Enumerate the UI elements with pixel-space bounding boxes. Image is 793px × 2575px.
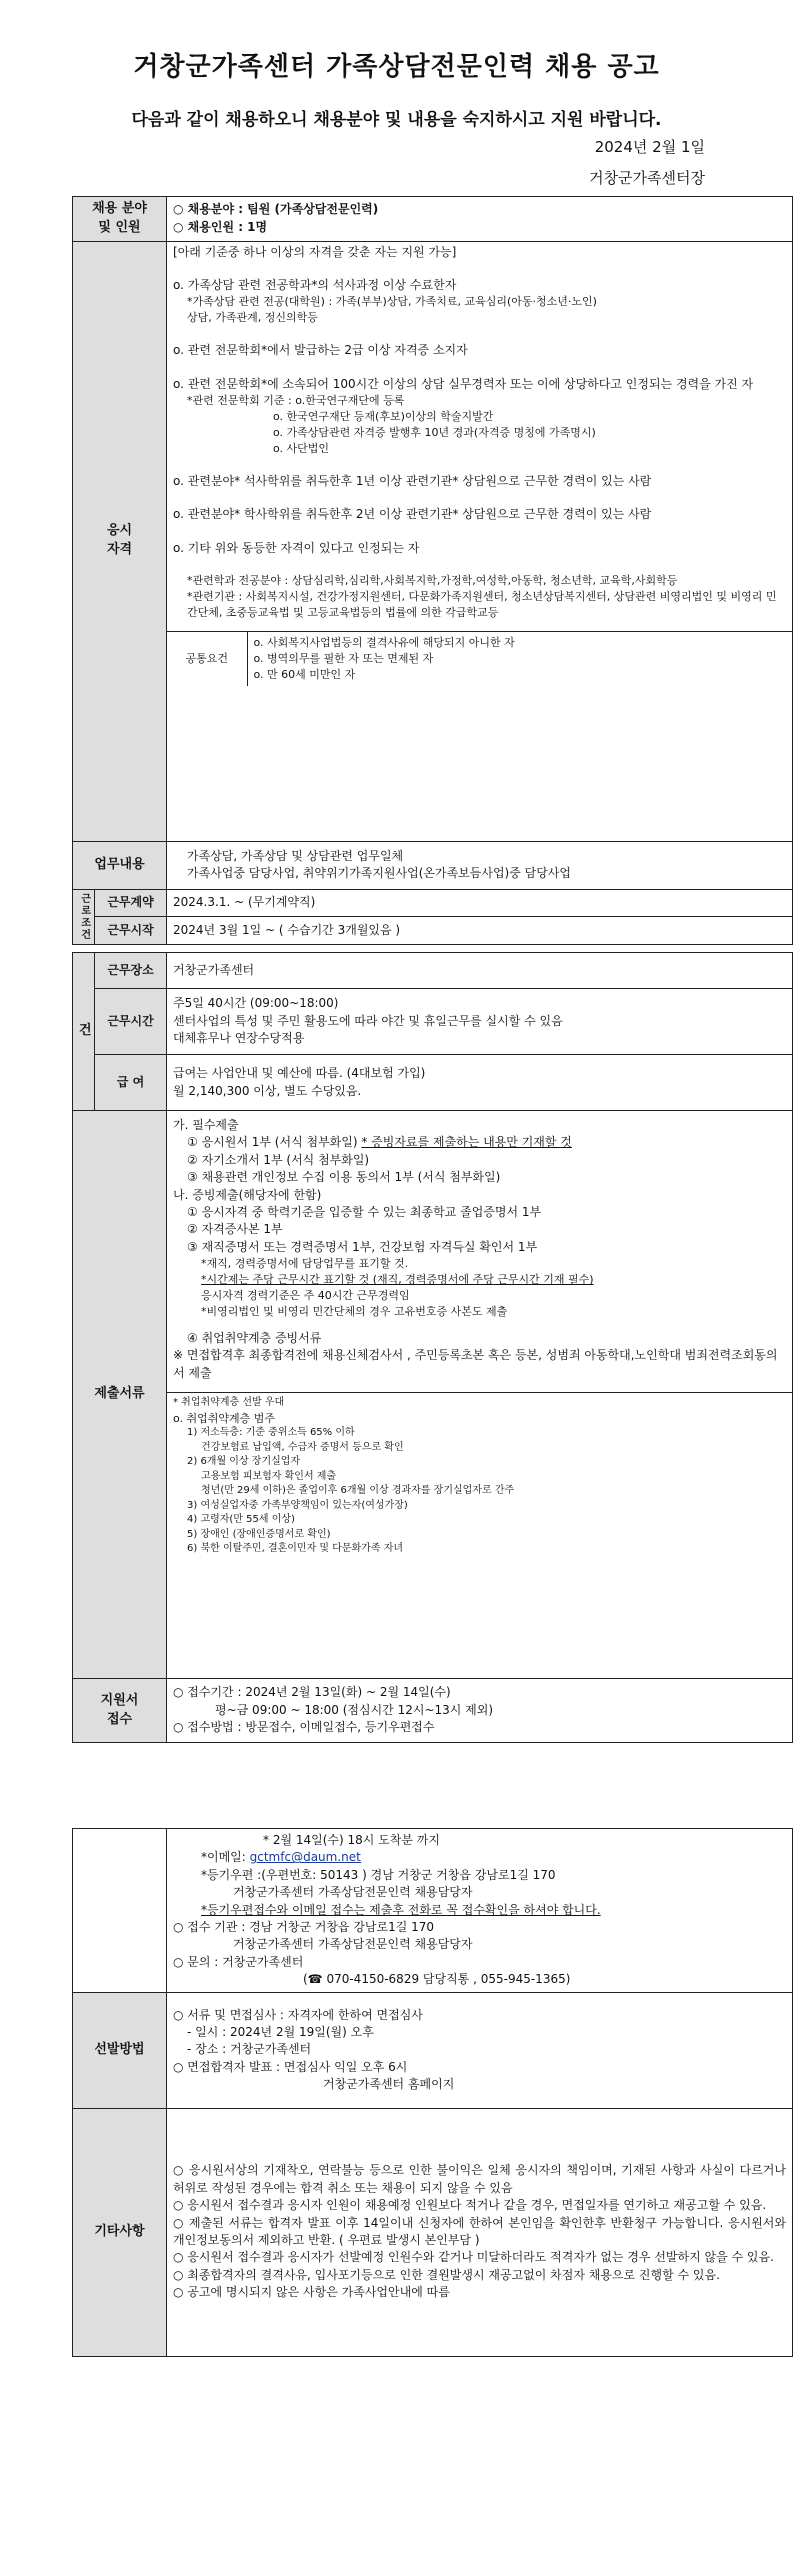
docs-required-head: 가. 필수제출	[173, 1118, 239, 1132]
page-title: 거창군가족센터 가족상담전문인력 채용 공고	[133, 52, 660, 82]
etc-label: 기타사항	[73, 2108, 167, 2356]
duty-line-1: 가족상담, 가족상담 및 상담관련 업무일체	[187, 848, 404, 863]
docs-required-2: ② 자기소개서 1부 (서식 첨부화일)	[187, 1152, 370, 1167]
pay-label: 급 여	[95, 1055, 167, 1111]
row-etc	[73, 2108, 793, 2356]
docs-proof-3b: *시간제는 주당 근무시간 표기할 것 (재직, 경력증명서에 주당 근무시간 기재 필수)	[201, 1273, 594, 1287]
common-req-1: o. 사회복지사업법등의 결격사유에 해당되지 아니한 자	[253, 635, 515, 649]
selection-label: 선발방법	[73, 1992, 167, 2108]
intro-text: 다음과 같이 채용하오니 채용분야 및 내용을 숙지하시고 지원 바랍니다.	[131, 110, 662, 130]
qual-q1a: *가족상담 관련 전공(대학원) : 가족(부부)상담, 가족치료, 교육심리(아동·청소년·노인)	[187, 295, 597, 309]
row-selection	[73, 1992, 793, 2108]
apply-mail-recipient: 거창군가족센터 가족상담전문인력 채용담당자	[233, 1885, 473, 1900]
conditions-group-label-2: 건	[73, 953, 95, 1111]
etc-6: ○ 공고에 명시되지 않은 사항은 가족사업안내에 따름	[173, 2285, 450, 2300]
apply-detail-content	[167, 1829, 793, 1993]
etc-1: ○ 응시원서상의 기재착오, 연락불능 등으로 인한 불이익은 일체 응시자의 책임이며, 기재된 사항과 사실이 다르거나 허위로 작성된 경우에는 합격 취소 또는 채용이 되지 않을 수 있음	[173, 2163, 786, 2195]
apply-content	[167, 1679, 793, 1743]
apply-office: ○ 접수 기관 : 경남 거창군 거창읍 강남로1길 170	[173, 1919, 435, 1934]
row-apply-detail	[73, 1829, 793, 1993]
apply-method: ○ 접수방법 : 방문접수, 이메일접수, 등기우편접수	[173, 1720, 435, 1735]
selection-announce-where: 거창군가족센터 홈페이지	[323, 2077, 455, 2092]
vulnerable-3: 2) 6개월 이상 장기실업자	[187, 1456, 301, 1468]
vulnerable-3a: 고용보험 피보험자 확인서 제출	[201, 1470, 337, 1482]
issuer: 거창군가족센터장	[589, 169, 705, 187]
pay-line-2: 월 2,140,300 이상, 별도 수당있음.	[173, 1083, 362, 1098]
selection-review: ○ 서류 및 면접심사 : 자격자에 한하여 면접심사	[173, 2007, 423, 2022]
row-hours	[73, 989, 793, 1055]
qual-q6: o. 기타 위와 동등한 자격이 있다고 인정되는 자	[173, 540, 420, 555]
selection-content	[167, 1992, 793, 2108]
common-req-list	[247, 631, 792, 685]
row-contract	[73, 889, 793, 917]
hours-content	[167, 989, 793, 1055]
recruit-count: ○ 채용인원 : 1명	[173, 219, 268, 234]
docs-proof-4: ④ 취업취약계층 증빙서류	[187, 1330, 322, 1345]
row-start	[73, 917, 793, 945]
row-duty	[73, 841, 793, 889]
vulnerable-7: 6) 북한 이탈주민, 결혼이민자 및 다문화가족 자녀	[187, 1543, 404, 1555]
recruit-field: ○ 채용분야 : 팀원 (가족상담전문인력)	[173, 202, 379, 217]
common-req-2: o. 병역의무를 필한 자 또는 면제된 자	[253, 651, 434, 665]
etc-4: ○ 응시원서 접수결과 응시자가 선발예정 인원수와 같거나 미달하더라도 적격자가 없는 경우 선발하지 않을 수 있음.	[173, 2250, 774, 2265]
duty-line-2: 가족사업중 담당사업, 취약위기가족지원사업(온가족보듬사업)중 담당사업	[187, 866, 571, 881]
row-qualification	[73, 241, 793, 841]
conditions-group-label: 근로조건	[73, 889, 95, 944]
qual-q1b: 상담, 가족관계, 정신의학등	[187, 311, 318, 325]
qual-q2: o. 관련 전문학회*에서 발급하는 2급 이상 자격증 소지자	[173, 343, 468, 358]
recruit-content	[167, 197, 793, 242]
recruit-table-1	[72, 196, 793, 945]
common-req-3: o. 만 60세 미만인 자	[253, 667, 356, 681]
apply-hours: 평~금 09:00 ~ 18:00 (점심시간 12시~13시 제외)	[215, 1702, 494, 1717]
row-pay	[73, 1055, 793, 1111]
hours-line-1: 주5일 40시간 (09:00~18:00)	[173, 996, 339, 1011]
email-link[interactable]: gctmfc@daum.net	[249, 1850, 361, 1865]
common-req-label: 공통요건	[167, 631, 247, 685]
contract-label: 근무계약	[95, 889, 167, 917]
vulnerable-3b: 청년(만 29세 이하)은 졸업이후 6개월 이상 경과자를 장기실업자로 간주	[201, 1485, 515, 1497]
place-value: 거창군가족센터	[167, 953, 793, 989]
etc-content	[167, 2108, 793, 2356]
apply-confirm-note: *등기우편접수와 이메일 접수는 제출후 전화로 꼭 접수확인을 하셔야 합니다.	[201, 1902, 601, 1917]
start-label: 근무시작	[95, 917, 167, 945]
row-apply	[73, 1679, 793, 1743]
notice-date: 2024년 2월 1일	[594, 138, 705, 156]
apply-period: ○ 접수기간 : 2024년 2월 13일(화) ~ 2월 14일(수)	[173, 1685, 451, 1700]
qual-q4: o. 관련분야* 석사학위를 취득한후 1년 이상 관련기관* 상담원으로 근무한 경력이 있는 사람	[173, 473, 652, 488]
recruit-table-3	[72, 1828, 793, 2357]
docs-proof-head: 나. 증빙제출(해당자에 한함)	[173, 1187, 322, 1202]
docs-required-3: ③ 채용관련 개인정보 수집 이용 동의서 1부 (서식 첨부화일)	[187, 1170, 501, 1185]
vulnerable-4: 3) 여성실업자중 가족부양책임이 있는자(여성가장)	[187, 1499, 408, 1511]
qual-q3a: *관련 전문학회 기준 : o.한국연구재단에 등록	[187, 394, 405, 408]
vulnerable-5: 4) 고령자(만 55세 이상)	[187, 1514, 295, 1526]
pay-content	[167, 1055, 793, 1111]
documents-label: 제출서류	[73, 1111, 167, 1679]
qual-q3b: o. 한국연구재단 등재(후보)이상의 학술지발간	[273, 410, 494, 424]
qual-q3c: o. 가족상담관련 자격증 발행후 10년 경과(자격증 명칭에 가족명시)	[273, 426, 596, 439]
vulnerable-6: 5) 장애인 (장애인증명서로 확인)	[187, 1528, 331, 1540]
apply-label: 지원서 접수	[73, 1679, 167, 1743]
docs-required-1	[173, 1134, 786, 1151]
qual-q3d: o. 사단법인	[273, 441, 330, 455]
qual-note-fields: *관련학과 전공분야 : 상담심리학,심리학,사회복지학,가정학,여성학,아동학, 청소년학, 교육학,사회학등	[187, 574, 678, 588]
common-requirements	[167, 631, 792, 686]
pay-line-1: 급여는 사업안내 및 예산에 따름. (4대보험 가입)	[173, 1066, 426, 1081]
docs-proof-2: ② 자격증사본 1부	[187, 1222, 283, 1237]
qual-note-institutions: *관련기관 : 사회복지시설, 건강가정지원센터, 다문화가족지원센터, 청소년상담복지센터, 상담관련 비영리법인 및 비영리 민간단체, 초중등교육법 및 고등교육법등의 법률에 의한 각급학교등	[187, 589, 777, 619]
apply-phone: (☎ 070-4150-6829 담당직통 , 055-945-1365)	[303, 1972, 571, 1987]
place-label: 근무장소	[95, 953, 167, 989]
etc-3: ○ 제출된 서류는 합격자 발표 이후 14일이내 신청자에 한하여 본인임을 확인한후 반환청구 가능합니다. 응시원서와 개인정보동의서 제외하고 반환. ( 우편료 발생시 본인부담 )	[173, 2215, 786, 2248]
hours-label: 근무시간	[95, 989, 167, 1055]
docs-proof-1: ① 응시자격 중 학력기준을 입증할 수 있는 최종학교 졸업증명서 1부	[187, 1204, 542, 1219]
qual-q3: o. 관련 전문학회*에 소속되어 100시간 이상의 상담 실무경력자 또는 이에 상당하다고 인정되는 경력을 가진 자	[173, 376, 754, 391]
apply-office-recipient: 거창군가족센터 가족상담전문인력 채용담당자	[233, 1937, 473, 1952]
hours-line-3: 대체휴무나 연장수당적용	[173, 1031, 305, 1046]
qual-q5: o. 관련분야* 학사학위를 취득한후 2년 이상 관련기관* 상담원으로 근무한 경력이 있는 사람	[173, 507, 652, 522]
apply-mail: *등기우편 :(우편번호: 50143 ) 경남 거창군 거창읍 강남로1길 170	[201, 1867, 556, 1882]
selection-place: - 장소 : 거창군가족센터	[187, 2042, 312, 2057]
vulnerable-2a: 건강보험료 납입액, 수급자 증명서 등으로 확인	[201, 1441, 404, 1453]
apply-deadline: * 2월 14일(수) 18시 도착분 까지	[263, 1833, 440, 1847]
row-documents	[73, 1111, 793, 1679]
docs-required-1-text: ① 응시원서 1부 (서식 첨부화일)	[187, 1135, 362, 1150]
etc-5: ○ 최종합격자의 결격사유, 입사포기등으로 인한 결원발생시 재공고없이 차점자 채용으로 진행할 수 있음.	[173, 2267, 720, 2282]
etc-2: ○ 응시원서 접수결과 응시자 인원이 채용예정 인원보다 적거나 같을 경우, 면접일자를 연기하고 재공고할 수 있음.	[173, 2198, 767, 2213]
selection-date: - 일시 : 2024년 2월 19일(월) 오후	[187, 2024, 374, 2039]
qualification-content	[167, 241, 793, 841]
vulnerable-2: 1) 저소득층: 기준 중위소득 65% 이하	[187, 1427, 355, 1439]
apply-detail-label-cell	[73, 1829, 167, 1993]
apply-contact: ○ 문의 : 거창군가족센터	[173, 1954, 304, 1969]
docs-required-1-note: * 증빙자료를 제출하는 내용만 기재할 것	[361, 1135, 572, 1150]
hours-line-2: 센터사업의 특성 및 주민 활용도에 따라 야간 및 휴일근무를 실시할 수 있음	[173, 1013, 563, 1028]
selection-announce: ○ 면접합격자 발표 : 면접심사 익일 오후 6시	[173, 2059, 408, 2074]
documents-content	[167, 1111, 793, 1679]
row-place	[73, 953, 793, 989]
qual-q1: o. 가족상담 관련 전공학과*의 석사과정 이상 수료한자	[173, 278, 457, 293]
docs-proof-3d: *비영리법인 및 비영리 민간단체의 경우 고유번호증 사본도 제출	[201, 1304, 508, 1318]
qual-lead: [아래 기준중 하나 이상의 자격을 갖춘 자는 지원 가능]	[173, 244, 457, 259]
row-recruit	[73, 197, 793, 242]
vulnerable-1: o. 취업취약계층 범주	[173, 1411, 276, 1425]
docs-proof-3: ③ 재직증명서 또는 경력증명서 1부, 건강보험 자격득실 확인서 1부	[187, 1239, 538, 1254]
email-label: *이메일:	[201, 1850, 250, 1865]
vulnerable-group-box	[167, 1392, 792, 1560]
duty-content	[167, 841, 793, 889]
recruit-table-2	[72, 952, 793, 1743]
docs-proof-3a: *재직, 경력증명서에 담당업무를 표기할 것.	[201, 1257, 409, 1271]
qualification-label: 응시 자격	[73, 241, 167, 841]
start-value: 2024년 3월 1일 ~ ( 수습기간 3개월있음 )	[167, 917, 793, 945]
contract-value: 2024.3.1. ~ (무기계약직)	[167, 889, 793, 917]
duty-label: 업무내용	[73, 841, 167, 889]
recruit-label: 채용 분야 및 인원	[73, 197, 167, 242]
docs-after-interview: ※ 면접합격후 최종합격전에 채용신체검사서 , 주민등록초본 혹은 등본, 성범죄 아동학대,노인학대 범죄전력조회동의서 제출	[173, 1348, 778, 1380]
vulnerable-0: * 취업취약계층 선발 우대	[173, 1397, 285, 1409]
docs-proof-3c: 응시자격 경력기준은 주 40시간 근무경력임	[201, 1289, 410, 1302]
